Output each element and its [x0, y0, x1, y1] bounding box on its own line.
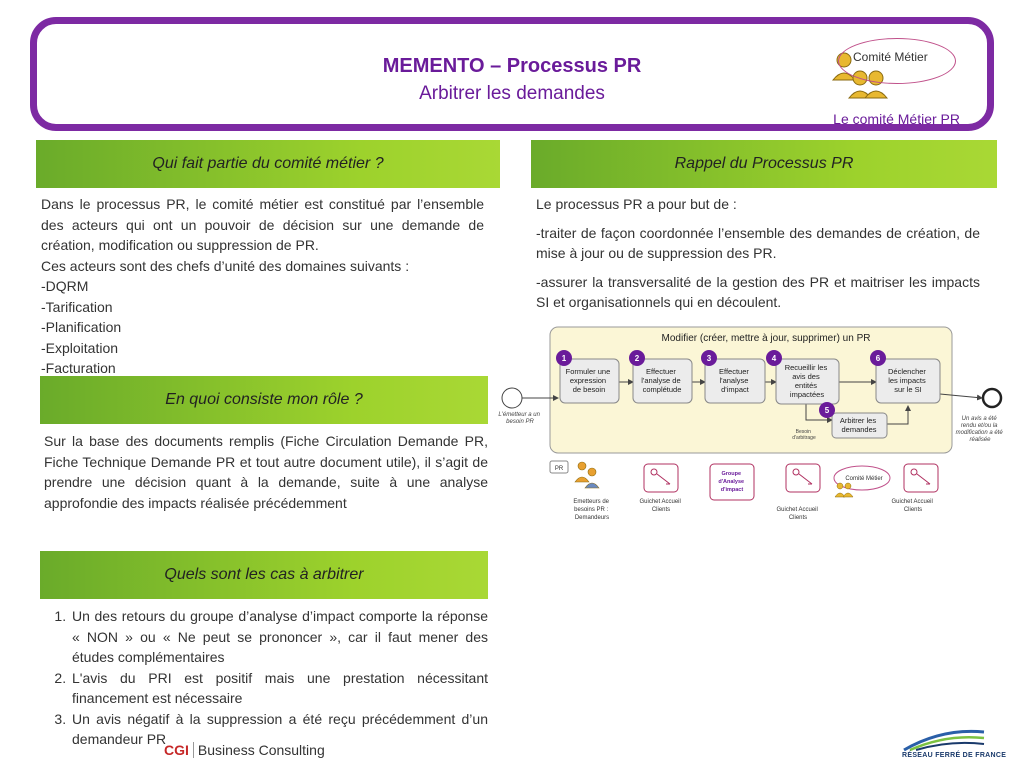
rff-logo-text: RÉSEAU FERRÉ DE FRANCE: [902, 752, 1007, 759]
cgi-logo: CGI Business Consulting: [164, 742, 325, 758]
actor-label: Demandeurs: [574, 515, 610, 521]
domain-item: -DQRM: [41, 278, 89, 294]
end-label: rendu et/ou la: [960, 423, 998, 429]
diagram-title: Modifier (créer, mettre à jour, supprimer) un PR: [661, 333, 871, 344]
svg-text:PR: PR: [554, 466, 564, 472]
svg-text:Formuler une expression: Formuler une expression de besoin: [565, 367, 611, 394]
svg-text:5: 5: [824, 406, 830, 415]
section-heading-role: En quoi consiste mon rôle ?: [40, 376, 488, 424]
svg-text:Guichet Accueil Clients: [639, 499, 682, 513]
gateway-label: Besoin: [795, 429, 811, 435]
process-point: -assurer la transversalité de la gestion des PR et maitriser les impacts SI et organisationnels qui en découlent.: [536, 273, 980, 310]
svg-text:Comité Métier: Comité Métier: [845, 476, 883, 482]
domain-item: -Facturation: [41, 360, 116, 376]
svg-text:2: 2: [634, 354, 640, 363]
end-label: Un avis a été: [961, 416, 997, 422]
svg-text:4: 4: [771, 354, 777, 363]
svg-text:Effectuer l'analyse: Effectuer l'analyse d'impact: [719, 367, 749, 394]
case-item: 1. Un des retours du groupe d’analyse d’impact comporte la réponse « NON » ou « Ne peut se prononcer », car il faut mener des études complémentaires: [70, 606, 488, 668]
cases-text: [42, 606, 488, 750]
end-label: modification a été: [955, 430, 1003, 436]
process-point: -traiter de façon coordonnée l’ensemble des demandes de création, de mise à jour ou de suppression des PR.: [536, 224, 980, 261]
who-lead: Ces acteurs sont des chefs d’unité des domaines suivants :: [41, 257, 410, 274]
page-title: MEMENTO – Processus PR: [382, 55, 642, 77]
actor-label: Guichet Accueil: [639, 499, 681, 505]
start-label: L'émetteur a un: [498, 412, 540, 418]
actor-label: Clients: [788, 515, 808, 521]
comite-metier-badge: Comité Métier: [838, 38, 956, 84]
case-item: 3. Un avis négatif à la suppression a été reçu précédemment d’un demandeur PR: [70, 709, 488, 750]
svg-text:Emetteurs de besoins PR :: [573, 499, 610, 521]
svg-text:Arbitrer les demandes: Arbitrer les demandes: [839, 416, 877, 434]
svg-text:L'émetteur a un besoin PR: [498, 412, 541, 425]
svg-text:Guichet Accueil Clients: [891, 499, 934, 513]
guichet-icon: [786, 464, 820, 492]
rff-swoosh-icon: [902, 726, 986, 752]
actor-label: Clients: [903, 507, 923, 513]
process-intro: Le processus PR a pour but de :: [536, 196, 737, 212]
who-intro: Dans le processus PR, le comité métier est constitué par l’ensemble des acteurs qui ont un pouvoir de décision sur une demande de création, modification ou suppression de PR.: [41, 196, 484, 253]
case-item: 2. L'avis du PRI est positif mais une prestation nécessitant financement est nécessaire: [70, 668, 488, 709]
people-icon: [575, 462, 599, 488]
svg-text:1: 1: [561, 354, 567, 363]
actor-label: besoins PR :: [574, 507, 609, 513]
comite-metier-mini: [834, 466, 890, 497]
end-event: [983, 389, 1001, 407]
pr-document-icon: [550, 461, 568, 473]
gateway-label: d'arbitrage: [792, 435, 816, 441]
domain-item: -Tarification: [41, 298, 113, 315]
groupe-analyse-box: [710, 464, 754, 500]
page-subtitle: Arbitrer les demandes: [419, 83, 605, 104]
header-caption: Le comité Métier PR: [833, 111, 960, 127]
svg-text:Un avis a été rendu et/ou: [956, 416, 1005, 443]
svg-text:3: 3: [706, 354, 712, 363]
section-heading-who: Qui fait partie du comité métier ?: [36, 140, 500, 188]
start-event: [502, 388, 522, 408]
end-label: réalisée: [969, 437, 991, 443]
role-text: Sur la base des documents remplis (Fiche Circulation Demande PR, Fiche Technique Demande PR et tout autre document utile), il s’agit de prendre une décision quant à la demande, suite à une analyse approfondie des impacts réalisée précédemment: [44, 433, 488, 511]
actor-label: Clients: [651, 507, 671, 513]
actor-label: Guichet Accueil: [891, 499, 933, 505]
who-text: [41, 194, 484, 379]
svg-text:Effectuer l'analyse de: Effectuer l'analyse de complétude: [641, 367, 682, 394]
domain-item: -Exploitation: [41, 339, 119, 356]
domain-item: -Planification: [41, 319, 122, 335]
svg-text:Déclencher les impacts: Déclencher les impacts sur le SI: [887, 367, 926, 394]
guichet-icon: [904, 464, 938, 492]
process-diagram: [494, 322, 1014, 528]
section-heading-cases: Quels sont les cas à arbitrer: [40, 551, 488, 599]
process-text: [536, 194, 980, 313]
actor-label: Emetteurs de: [573, 499, 610, 505]
section-heading-process: Rappel du Processus PR: [531, 140, 997, 188]
svg-text:6: 6: [875, 354, 881, 363]
guichet-icon: [644, 464, 678, 492]
actor-label: Guichet Accueil: [776, 507, 818, 513]
svg-text:Recueillir les avis des: Recueillir les avis des entités impactées: [784, 363, 828, 399]
start-label: besoin PR: [506, 419, 534, 425]
svg-text:Guichet Accueil Clients: [776, 507, 819, 521]
svg-text:Groupe d'Analyse d: Groupe d'Analyse d'impact: [718, 471, 745, 493]
